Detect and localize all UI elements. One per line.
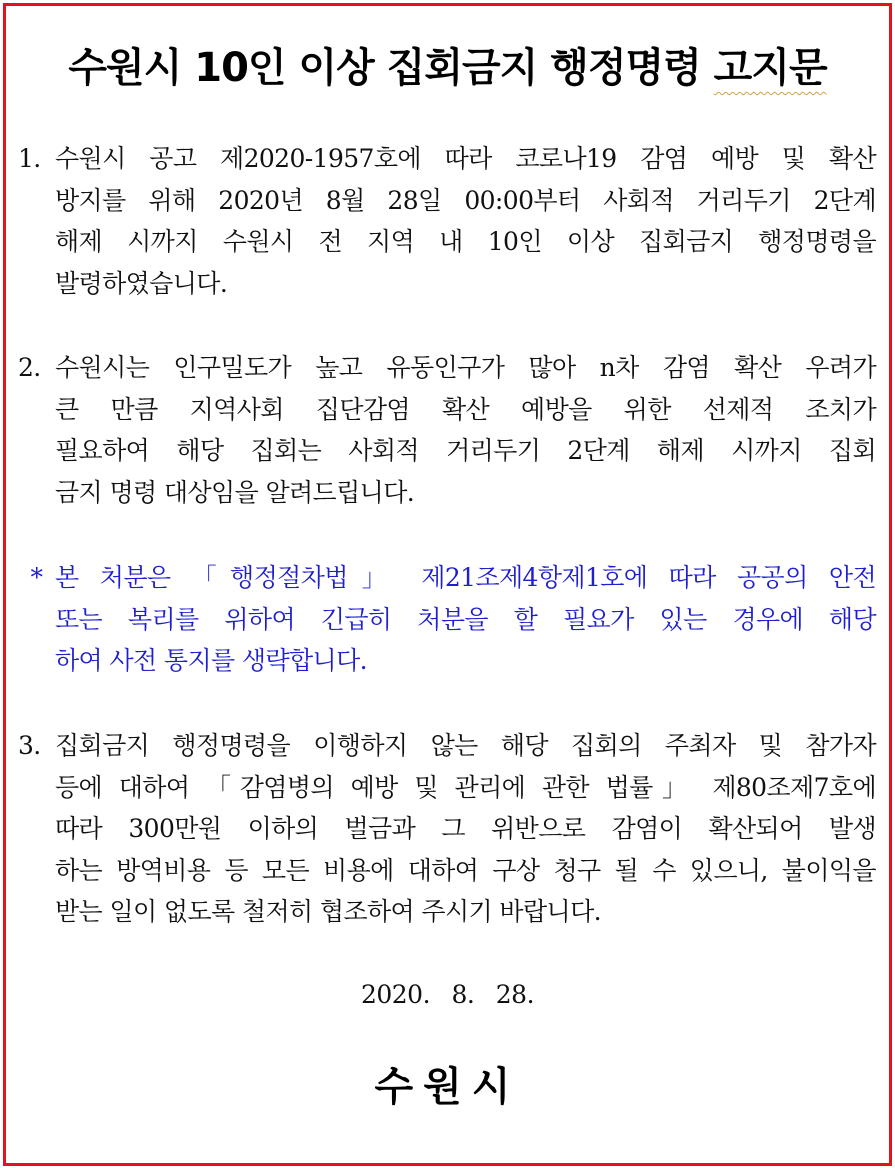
section-line: 등에 대하여 「감염병의 예방 및 관리에 관한 법률」 제80조제7호에 bbox=[55, 772, 876, 802]
notice-note bbox=[18, 557, 876, 682]
section-line: 따라 300만원 이하의 벌금과 그 위반으로 감염이 확산되어 발생 bbox=[55, 814, 876, 843]
section-line: 해제 시까지 수원시 전 지역 내 10인 이상 집회금지 행정명령을 bbox=[55, 227, 876, 256]
note-line: 본 처분은 「행정절차법」 제21조제4항제1호에 따라 공공의 안전 bbox=[55, 563, 876, 592]
section-line: 필요하여 해당 집회는 사회적 거리두기 2단계 해제 시까지 집회 bbox=[55, 436, 876, 465]
section-line: 큰 만큼 지역사회 집단감염 확산 예방을 위한 선제적 조치가 bbox=[55, 394, 876, 424]
section-number: 3. bbox=[18, 731, 41, 760]
section-line: 발령하였습니다. bbox=[55, 268, 228, 298]
section-line: 하는 방역비용 등 모든 비용에 대하여 구상 청구 될 수 있으니, 불이익을 bbox=[55, 855, 876, 885]
section-line: 집회금지 행정명령을 이행하지 않는 해당 집회의 주최자 및 참가자 bbox=[55, 731, 876, 760]
section-number: 2. bbox=[18, 353, 41, 382]
issuer-name: 수원시 bbox=[374, 1064, 521, 1110]
section-2 bbox=[18, 347, 876, 513]
title-main: 수원시 10인 이상 집회금지 행정명령 bbox=[68, 45, 714, 91]
title-tail: 고지문 bbox=[713, 45, 827, 91]
section-line: 수원시는 인구밀도가 높고 유동인구가 많아 n차 감염 확산 우려가 bbox=[55, 353, 876, 382]
document-title bbox=[0, 40, 895, 96]
section-3 bbox=[18, 725, 876, 933]
note-line: 하여 사전 통지를 생략합니다. bbox=[55, 646, 367, 675]
issue-date: 2020. 8. 28. bbox=[360, 980, 535, 1009]
section-number: 1. bbox=[18, 144, 41, 173]
section-line: 받는 일이 없도록 철저히 협조하여 주시기 바랍니다. bbox=[55, 897, 601, 926]
note-line: 또는 복리를 위하여 긴급히 처분을 할 필요가 있는 경우에 해당 bbox=[55, 604, 876, 634]
section-1 bbox=[18, 138, 876, 304]
section-line: 방지를 위해 2020년 8월 28일 00:00부터 사회적 거리두기 2단계 bbox=[55, 185, 876, 215]
note-asterisk: * bbox=[30, 563, 43, 592]
section-line: 수원시 공고 제2020-1957호에 따라 코로나19 감염 예방 및 확산 bbox=[55, 144, 876, 173]
section-line: 금지 명령 대상임을 알려드립니다. bbox=[55, 477, 415, 507]
